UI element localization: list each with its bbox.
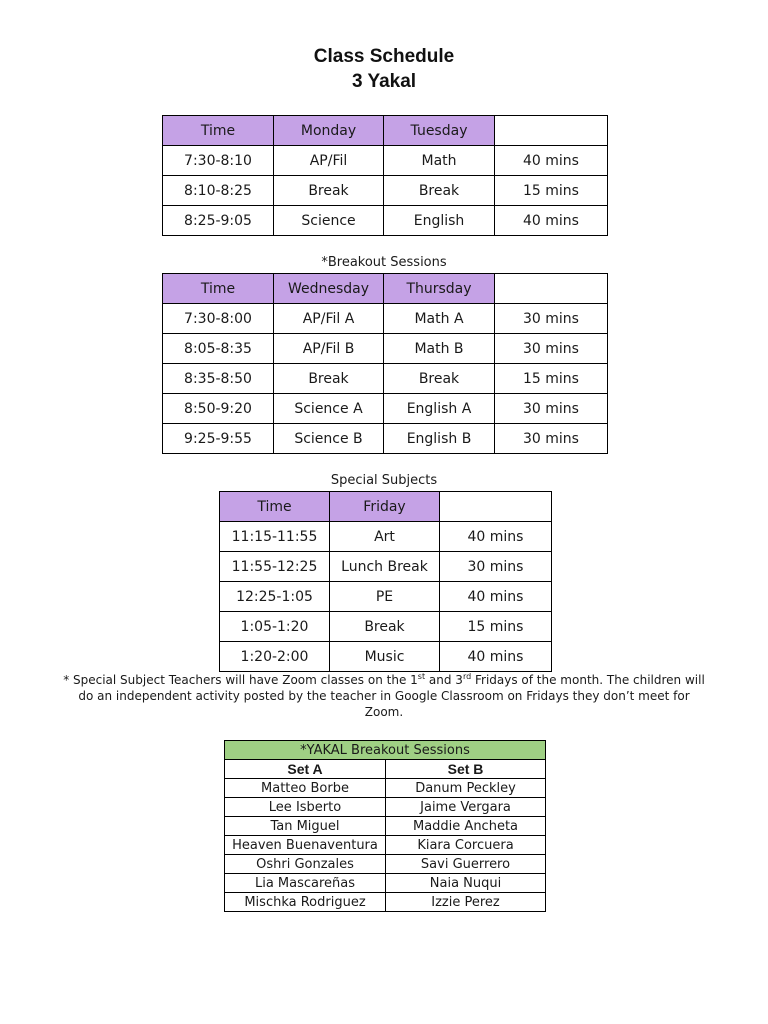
table-row [220, 642, 552, 672]
duration-cell: 30 mins [440, 552, 552, 582]
subject-cell: Math [384, 146, 495, 176]
table-row [163, 424, 608, 454]
subject-cell: Break [274, 364, 384, 394]
duration-cell: 30 mins [495, 424, 608, 454]
header-cell: Friday [330, 492, 440, 522]
subject-cell: Math B [384, 334, 495, 364]
time-cell: 8:35-8:50 [163, 364, 274, 394]
table-header-row [220, 492, 552, 522]
duration-cell: 30 mins [495, 334, 608, 364]
friday-special-subjects-table [219, 491, 552, 672]
subject-cell: English [384, 206, 495, 236]
wednesday-thursday-schedule-table [162, 273, 608, 454]
subject-cell: Science [274, 206, 384, 236]
student-name-cell: Lee Isberto [225, 798, 386, 817]
note-text: Fridays of the month. The children will do an independent activity posted by the teacher in Google Classroom on Fridays they don’t meet for Zoom. [78, 673, 705, 719]
time-cell: 12:25-1:05 [220, 582, 330, 612]
table-row [225, 893, 546, 912]
subject-cell: English A [384, 394, 495, 424]
note-superscript: st [417, 672, 426, 681]
table-row [220, 612, 552, 642]
subject-cell: English B [384, 424, 495, 454]
header-cell [440, 492, 552, 522]
table-row [163, 304, 608, 334]
table-row [225, 798, 546, 817]
table-title-row [225, 741, 546, 760]
table-row [163, 394, 608, 424]
yakal-breakout-sessions-table [224, 740, 546, 912]
header-cell [495, 274, 608, 304]
table-row [225, 817, 546, 836]
header-cell: Time [220, 492, 330, 522]
table-row [220, 552, 552, 582]
student-name-cell: Kiara Corcuera [386, 836, 546, 855]
student-name-cell: Izzie Perez [386, 893, 546, 912]
subject-cell: Music [330, 642, 440, 672]
header-cell: Set A [225, 760, 386, 779]
note-superscript: rd [462, 672, 472, 681]
time-cell: 8:05-8:35 [163, 334, 274, 364]
subject-cell: Lunch Break [330, 552, 440, 582]
subject-cell: AP/Fil B [274, 334, 384, 364]
subject-cell: Art [330, 522, 440, 552]
table-row [163, 206, 608, 236]
page-title: Class Schedule [313, 46, 455, 67]
header-cell: Wednesday [274, 274, 384, 304]
student-name-cell: Danum Peckley [386, 779, 546, 798]
subject-cell: AP/Fil A [274, 304, 384, 334]
student-name-cell: Mischka Rodriguez [225, 893, 386, 912]
header-cell [495, 116, 608, 146]
note-text: * Special Subject Teachers will have Zoom classes on the 1 [63, 673, 418, 687]
student-name-cell: Jaime Vergara [386, 798, 546, 817]
subject-cell: AP/Fil [274, 146, 384, 176]
subject-cell: Science A [274, 394, 384, 424]
monday-tuesday-schedule-table [162, 115, 608, 236]
student-name-cell: Lia Mascareñas [225, 874, 386, 893]
header-cell: Thursday [384, 274, 495, 304]
table-header-row [163, 274, 608, 304]
header-cell: Time [163, 116, 274, 146]
subject-cell: Break [384, 364, 495, 394]
header-cell: Time [163, 274, 274, 304]
table-row [163, 176, 608, 206]
subject-cell: Break [274, 176, 384, 206]
table-row [225, 855, 546, 874]
header-cell: Tuesday [384, 116, 495, 146]
duration-cell: 40 mins [495, 146, 608, 176]
time-cell: 7:30-8:00 [163, 304, 274, 334]
duration-cell: 40 mins [495, 206, 608, 236]
subject-cell: Math A [384, 304, 495, 334]
header-cell: Set B [386, 760, 546, 779]
table-header-row [163, 116, 608, 146]
duration-cell: 40 mins [440, 642, 552, 672]
special-subjects-caption: Special Subjects [330, 473, 438, 488]
duration-cell: 15 mins [495, 176, 608, 206]
time-cell: 1:20-2:00 [220, 642, 330, 672]
duration-cell: 15 mins [495, 364, 608, 394]
table-row [163, 146, 608, 176]
table-row [163, 364, 608, 394]
student-name-cell: Heaven Buenaventura [225, 836, 386, 855]
time-cell: 7:30-8:10 [163, 146, 274, 176]
student-name-cell: Oshri Gonzales [225, 855, 386, 874]
page-subtitle: 3 Yakal [351, 71, 417, 92]
time-cell: 9:25-9:55 [163, 424, 274, 454]
duration-cell: 40 mins [440, 522, 552, 552]
duration-cell: 40 mins [440, 582, 552, 612]
student-name-cell: Savi Guerrero [386, 855, 546, 874]
student-name-cell: Naia Nuqui [386, 874, 546, 893]
breakout-sessions-caption: *Breakout Sessions [321, 255, 447, 270]
table-row [225, 874, 546, 893]
student-name-cell: Matteo Borbe [225, 779, 386, 798]
duration-cell: 30 mins [495, 394, 608, 424]
time-cell: 8:10-8:25 [163, 176, 274, 206]
student-name-cell: Tan Miguel [225, 817, 386, 836]
table-row [163, 334, 608, 364]
table-row [220, 522, 552, 552]
table-title-cell: *YAKAL Breakout Sessions [225, 741, 546, 760]
subject-cell: Science B [274, 424, 384, 454]
time-cell: 11:55-12:25 [220, 552, 330, 582]
table-row [220, 582, 552, 612]
header-cell: Monday [274, 116, 384, 146]
subject-cell: Break [384, 176, 495, 206]
duration-cell: 30 mins [495, 304, 608, 334]
time-cell: 11:15-11:55 [220, 522, 330, 552]
note-text: and 3 [425, 673, 463, 687]
table-row [225, 779, 546, 798]
time-cell: 8:25-9:05 [163, 206, 274, 236]
special-subjects-note [60, 672, 708, 720]
subject-cell: Break [330, 612, 440, 642]
time-cell: 8:50-9:20 [163, 394, 274, 424]
subject-cell: PE [330, 582, 440, 612]
time-cell: 1:05-1:20 [220, 612, 330, 642]
duration-cell: 15 mins [440, 612, 552, 642]
table-header-row [225, 760, 546, 779]
table-row [225, 836, 546, 855]
student-name-cell: Maddie Ancheta [386, 817, 546, 836]
